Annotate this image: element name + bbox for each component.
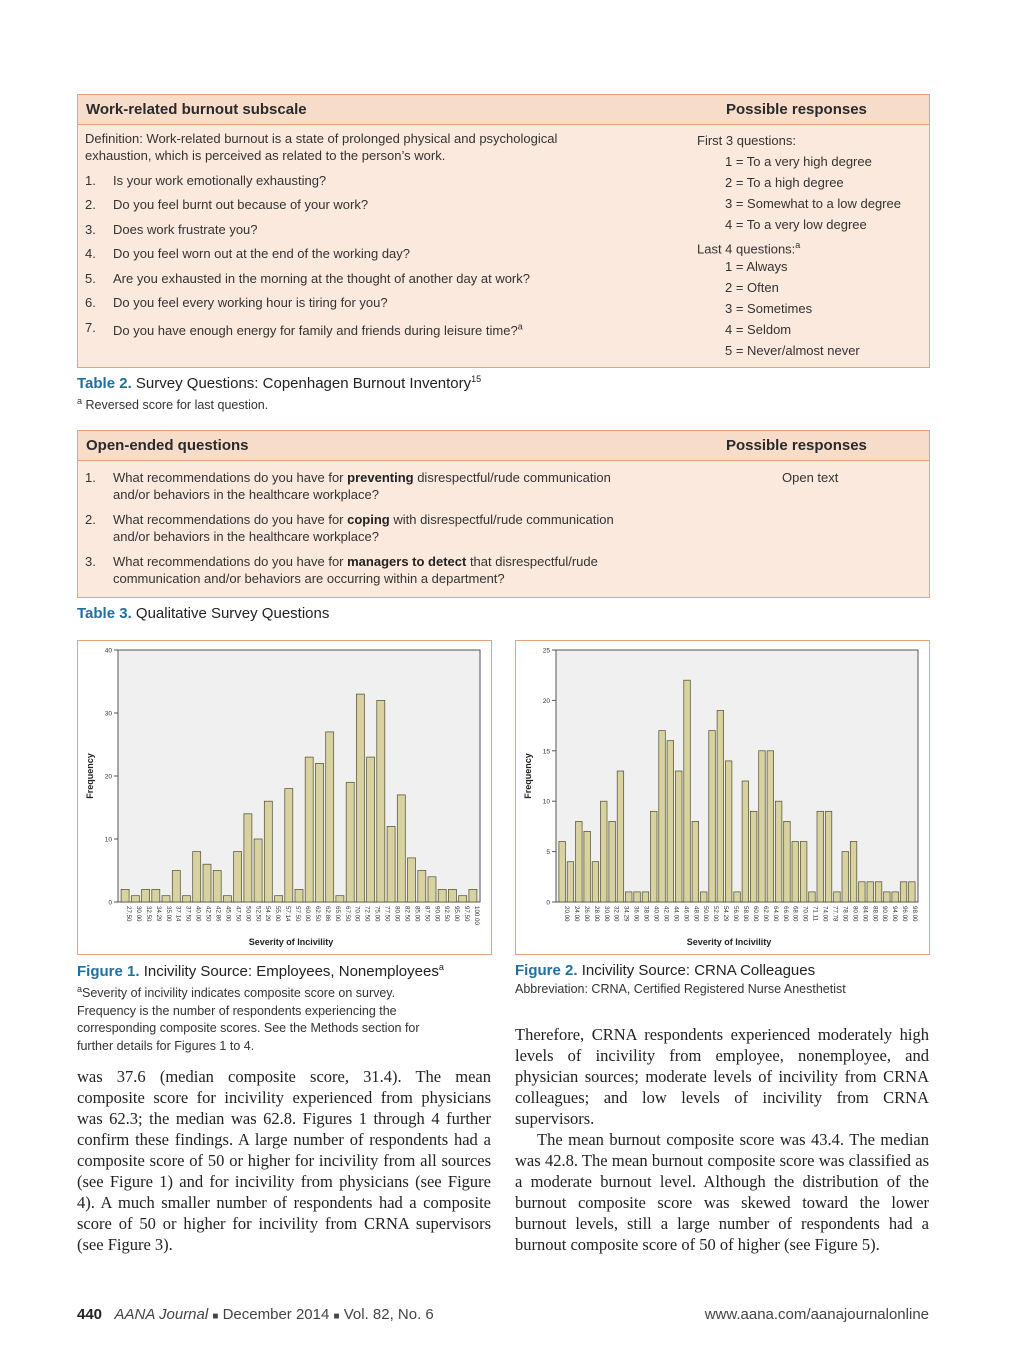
- y-tick-label: 5: [546, 849, 550, 857]
- page-number: 440: [77, 1306, 103, 1323]
- x-tick-label: 50.00: [702, 906, 710, 922]
- x-tick-label: 90.00: [881, 906, 889, 922]
- x-tick-label: 87.50: [423, 906, 431, 922]
- x-tick-label: 44.00: [672, 906, 680, 922]
- table-3-header-right: Possible responses: [726, 437, 867, 454]
- x-tick-label: 32.50: [144, 906, 152, 922]
- response-option: 1 = To a very high degree: [725, 154, 872, 169]
- x-tick-label: 54.29: [264, 906, 272, 922]
- bar: [244, 814, 252, 902]
- bar: [418, 871, 426, 903]
- bar: [759, 751, 766, 902]
- x-tick-label: 57.50: [294, 906, 301, 922]
- table-2-question: [85, 270, 530, 287]
- bar: [750, 811, 757, 902]
- bar: [834, 892, 841, 902]
- table-2-first-label: First 3 questions:: [697, 133, 796, 148]
- table-3-question: [85, 511, 665, 545]
- bar: [642, 892, 649, 902]
- question-text: Do you have enough energy for family and friends during leisure time?$^a$: [113, 322, 523, 339]
- x-tick-label: 42.00: [662, 906, 670, 922]
- bar: [356, 694, 364, 902]
- figure-2-caption: Figure 2. Incivility Source: CRNA Colleagues: [515, 962, 816, 979]
- bar: [367, 757, 375, 902]
- bar: [617, 771, 624, 902]
- body-right-column: [515, 1024, 929, 1255]
- bar: [295, 889, 303, 902]
- x-tick-label: 47.50: [234, 906, 242, 922]
- figure-2-note: Abbreviation: CRNA, Certified Registered Nurse Anesthetist: [515, 982, 846, 996]
- bar: [659, 731, 666, 902]
- bar: [213, 871, 221, 903]
- x-tick-label: 48.00: [692, 906, 700, 922]
- y-tick-label: 40: [104, 647, 112, 655]
- body-right-paragraph-1: Therefore, CRNA respondents experienced moderately high levels of incivility from employee, nonemployee, and physician sources; moderate levels of incivility from CRNA colleagues; and low levels of incivility from CRNA supervisors.: [515, 1025, 929, 1128]
- x-tick-label: 77.78: [831, 906, 839, 922]
- x-tick-label: 70.00: [801, 906, 809, 922]
- table-2-question: [85, 294, 388, 311]
- table-2-definition: Definition: Work-related burnout is a state of prolonged physical and psychological exhaustion, which is perceived as related to the person’s work.: [85, 131, 558, 163]
- x-tick-label: 94.00: [891, 906, 899, 922]
- x-tick-label: 62.00: [761, 906, 769, 922]
- bar: [651, 811, 658, 902]
- y-tick-label: 0: [546, 899, 550, 907]
- question-number: 3.: [85, 554, 96, 569]
- table-2-last-label: Last 4 questions:$^a$: [697, 240, 801, 257]
- bar: [667, 741, 674, 902]
- x-tick-label: 98.00: [911, 906, 918, 922]
- bar: [152, 889, 160, 902]
- x-tick-label: 67.50: [343, 906, 351, 922]
- question-text: What recommendations do you have for coping with disrespectful/rude communication and/or behaviors in the healthcare workplace?: [113, 512, 614, 544]
- y-tick-label: 20: [542, 697, 550, 705]
- y-tick-label: 0: [108, 899, 112, 907]
- question-number: 7.: [85, 320, 96, 335]
- body-right-paragraph-2: The mean burnout composite score was 43.4. The median was 42.8. The mean burnout composite score was classified as a moderate burnout level. Although the distribution of the burnout composite score was skewed toward the lower burnout levels, still a large number of respondents had a burnout composite score of 50 of higher (see Figure 5).: [515, 1130, 929, 1254]
- bar: [469, 889, 477, 902]
- question-text: Do you feel worn out at the end of the working day?: [113, 246, 411, 261]
- x-tick-label: 54.29: [722, 906, 730, 922]
- bar: [817, 811, 824, 902]
- body-left-column: [77, 1066, 491, 1255]
- response-option: 5 = Never/almost never: [725, 343, 860, 358]
- question-text: Are you exhausted in the morning at the thought of another day at work?: [113, 271, 530, 286]
- response-option: 3 = Sometimes: [725, 301, 813, 316]
- x-tick-label: 95.00: [453, 906, 461, 922]
- bar: [734, 892, 741, 902]
- bar: [285, 789, 293, 902]
- plot-area: [118, 650, 480, 902]
- table-3-response: Open text: [782, 470, 839, 485]
- figure-1-chart: [78, 641, 491, 954]
- table-2-header-left: Work-related burnout subscale: [86, 101, 307, 118]
- bar: [676, 771, 683, 902]
- bar: [121, 889, 129, 902]
- x-tick-label: 72.50: [363, 906, 371, 922]
- bar: [193, 852, 201, 902]
- x-tick-label: 64.00: [771, 906, 779, 922]
- bar: [172, 871, 180, 903]
- x-tick-label: 20.00: [563, 906, 570, 922]
- x-tick-label: 68.00: [791, 906, 799, 922]
- bar: [775, 801, 782, 902]
- bar: [162, 896, 170, 902]
- x-tick-label: 96.00: [901, 906, 909, 922]
- question-number: 1.: [85, 173, 96, 188]
- figure-1-note: $^a$Severity of incivility indicates composite score on survey. Frequency is the number of respondents experiencing the corresponding composite scores. See the Methods section for further details for Figures 1 to 4.: [77, 984, 420, 1053]
- question-text: Does work frustrate you?: [113, 222, 258, 237]
- bar: [742, 781, 749, 902]
- x-tick-label: 66.00: [781, 906, 789, 922]
- table-3-header-left: Open-ended questions: [86, 437, 249, 454]
- bar: [576, 821, 583, 902]
- x-tick-label: 50.00: [244, 906, 252, 922]
- x-tick-label: 78.00: [841, 906, 849, 922]
- bar: [884, 892, 891, 902]
- table-2-footnote: $^a$ Reversed score for last question.: [77, 396, 269, 413]
- question-text: Do you feel every working hour is tiring for you?: [113, 295, 388, 310]
- bar: [684, 680, 691, 902]
- question-number: 2.: [85, 512, 96, 527]
- x-tick-label: 27.50: [125, 906, 132, 922]
- bar: [900, 882, 907, 902]
- bar: [784, 821, 791, 902]
- y-axis-label: Frequency: [523, 753, 533, 799]
- question-number: 6.: [85, 295, 96, 310]
- bar: [767, 751, 774, 902]
- y-tick-label: 20: [104, 773, 112, 781]
- x-tick-label: 90.00: [433, 906, 441, 922]
- bar: [459, 896, 467, 902]
- bar: [275, 896, 283, 902]
- table-2: [77, 94, 930, 368]
- x-tick-label: 84.00: [861, 906, 869, 922]
- bar: [428, 877, 436, 902]
- bar: [825, 811, 832, 902]
- bar: [326, 732, 334, 902]
- bar: [223, 896, 231, 902]
- bar: [559, 842, 566, 903]
- bar: [867, 882, 874, 902]
- question-text: What recommendations do you have for managers to detect that disrespectful/rude communication and/or behaviors are occurring within a department?: [113, 554, 598, 586]
- response-option: 4 = To a very low degree: [725, 217, 867, 232]
- x-tick-label: 37.50: [184, 906, 192, 922]
- figure-1-caption: Figure 1. Incivility Source: Employees, Nonemployees$^a$: [77, 962, 444, 980]
- x-tick-label: 32.00: [612, 906, 620, 922]
- x-tick-label: 77.50: [383, 906, 391, 922]
- bar: [701, 892, 708, 902]
- bar: [234, 852, 242, 902]
- x-tick-label: 40.00: [194, 906, 202, 922]
- figure-2: [515, 640, 930, 955]
- response-option: 3 = Somewhat to a low degree: [725, 196, 901, 211]
- bar: [584, 831, 591, 902]
- y-tick-label: 15: [542, 748, 550, 756]
- bar: [142, 889, 150, 902]
- x-tick-label: 82.50: [403, 906, 411, 922]
- bar: [592, 862, 599, 902]
- x-tick-label: 74.00: [821, 906, 829, 922]
- table-3-question: [85, 469, 665, 503]
- x-tick-label: 75.00: [373, 906, 381, 922]
- question-number: 5.: [85, 271, 96, 286]
- bar: [859, 882, 866, 902]
- x-tick-label: 62.50: [313, 906, 321, 922]
- response-option: 1 = Always: [725, 259, 788, 274]
- x-tick-label: 37.14: [174, 906, 182, 922]
- response-option: 2 = Often: [725, 280, 779, 295]
- bar: [875, 882, 882, 902]
- x-tick-label: 80.00: [851, 906, 859, 922]
- x-tick-label: 24.00: [572, 906, 580, 922]
- y-tick-label: 30: [104, 710, 112, 718]
- bar: [408, 858, 416, 902]
- bar: [800, 842, 807, 903]
- table-2-header-right: Possible responses: [726, 101, 867, 118]
- x-tick-label: 42.50: [204, 906, 212, 922]
- bar: [909, 882, 916, 902]
- table-2-question: [85, 245, 411, 262]
- x-tick-label: 34.29: [622, 906, 630, 922]
- bar: [850, 842, 857, 903]
- bar: [397, 795, 405, 902]
- bar: [387, 826, 395, 902]
- footer-url[interactable]: www.aana.com/aanajournalonline: [704, 1306, 929, 1323]
- question-number: 2.: [85, 197, 96, 212]
- bar: [305, 757, 313, 902]
- x-tick-label: 65.00: [333, 906, 341, 922]
- bar: [634, 892, 641, 902]
- bar: [567, 862, 574, 902]
- bar: [346, 782, 354, 902]
- journal-name: AANA Journal: [114, 1306, 209, 1323]
- x-tick-label: 26.00: [582, 906, 590, 922]
- x-tick-label: 92.50: [443, 906, 451, 922]
- body-left-paragraph: was 37.6 (median composite score, 31.4). The mean composite score for incivility experienced from physicians was 62.3; the median was 62.8. Figures 1 through 4 further confirm these findings. A large number of respondents had a composite score of 50 or higher for incivility from all sources (see Figure 1) and for incivility from physicians (see Figure 4). A much smaller number of respondents had a composite score of 50 or higher for incivility from CRNA supervisors (see Figure 3).: [77, 1067, 491, 1254]
- x-tick-label: 58.00: [742, 906, 749, 922]
- x-tick-label: 52.00: [712, 906, 720, 922]
- bar: [336, 896, 344, 902]
- bar: [725, 761, 732, 902]
- bar: [892, 892, 899, 902]
- x-tick-label: 80.00: [393, 906, 401, 922]
- bar: [842, 852, 849, 902]
- table-3-question: [85, 553, 665, 587]
- table-2-body: [78, 125, 929, 367]
- figure-2-chart: [516, 641, 929, 954]
- bar: [264, 801, 272, 902]
- x-tick-label: 30.00: [602, 906, 610, 922]
- table-2-question: [85, 221, 258, 238]
- x-tick-label: 52.50: [254, 906, 262, 922]
- response-option: 2 = To a high degree: [725, 175, 844, 190]
- x-tick-label: 71.11: [811, 906, 819, 922]
- question-number: 4.: [85, 246, 96, 261]
- bar: [183, 896, 191, 902]
- bar: [709, 731, 716, 902]
- x-tick-label: 56.00: [732, 906, 739, 922]
- table-2-question: [85, 319, 523, 339]
- x-tick-label: 97.50: [463, 906, 471, 922]
- x-tick-label: 38.00: [642, 906, 650, 922]
- bar: [809, 892, 816, 902]
- bar: [609, 821, 616, 902]
- y-tick-label: 10: [104, 836, 112, 844]
- x-axis-label: Severity of Incivility: [248, 937, 334, 947]
- table-2-question: [85, 196, 369, 213]
- figure-1: [77, 640, 492, 955]
- x-tick-label: 45.00: [224, 906, 232, 922]
- x-tick-label: 36.00: [632, 906, 640, 922]
- bar: [601, 801, 608, 902]
- x-axis-label: Severity of Incivility: [686, 937, 772, 947]
- volume: Vol. 82, No. 6: [343, 1306, 434, 1323]
- x-tick-label: 34.29: [154, 906, 162, 922]
- bar: [377, 700, 385, 902]
- x-tick-label: 46.00: [682, 906, 690, 922]
- table-2-question: [85, 172, 327, 189]
- bar: [792, 842, 799, 903]
- table-3-body: [78, 461, 929, 597]
- x-tick-label: 35.00: [164, 906, 172, 922]
- bar: [203, 864, 211, 902]
- bar: [438, 889, 446, 902]
- footer-left: 440 AANA Journal ■ December 2014 ■ Vol. 82, No. 6: [77, 1306, 434, 1323]
- bar: [626, 892, 633, 902]
- response-option: 4 = Seldom: [725, 322, 792, 337]
- bar: [448, 889, 456, 902]
- y-axis-label: Frequency: [85, 753, 95, 799]
- x-tick-label: 60.00: [304, 906, 311, 922]
- question-text: Do you feel burnt out because of your work?: [113, 197, 369, 212]
- x-tick-label: 85.00: [413, 906, 421, 922]
- issue-date: December 2014: [222, 1306, 330, 1323]
- x-tick-label: 62.86: [323, 906, 331, 922]
- table-2-caption: Table 2. Survey Questions: Copenhagen Burnout Inventory$^{15}$: [77, 374, 482, 392]
- bar: [692, 821, 699, 902]
- question-number: 3.: [85, 222, 96, 237]
- question-number: 1.: [85, 470, 96, 485]
- x-tick-label: 70.00: [353, 906, 361, 922]
- bar: [717, 711, 724, 903]
- bar: [316, 763, 324, 902]
- bar: [254, 839, 262, 902]
- question-text: Is your work emotionally exhausting?: [113, 173, 327, 188]
- y-tick-label: 10: [542, 798, 550, 806]
- x-tick-label: 60.00: [751, 906, 759, 922]
- table-3-caption: Table 3. Qualitative Survey Questions: [77, 605, 330, 622]
- x-tick-label: 28.00: [592, 906, 600, 922]
- x-tick-label: 55.00: [274, 906, 282, 922]
- bar: [131, 896, 139, 902]
- x-tick-label: 40.00: [652, 906, 660, 922]
- x-tick-label: 88.00: [871, 906, 879, 922]
- x-tick-label: 42.86: [214, 906, 222, 922]
- question-text: What recommendations do you have for preventing disrespectful/rude communication and/or behaviors in the healthcare workplace?: [113, 470, 611, 502]
- x-tick-label: 30.00: [134, 906, 142, 922]
- table-2-header: [78, 95, 929, 125]
- y-tick-label: 25: [542, 647, 550, 655]
- table-3-header: [78, 431, 929, 461]
- table-3: [77, 430, 930, 598]
- x-tick-label: 100.00: [473, 906, 480, 925]
- x-tick-label: 57.14: [284, 906, 292, 922]
